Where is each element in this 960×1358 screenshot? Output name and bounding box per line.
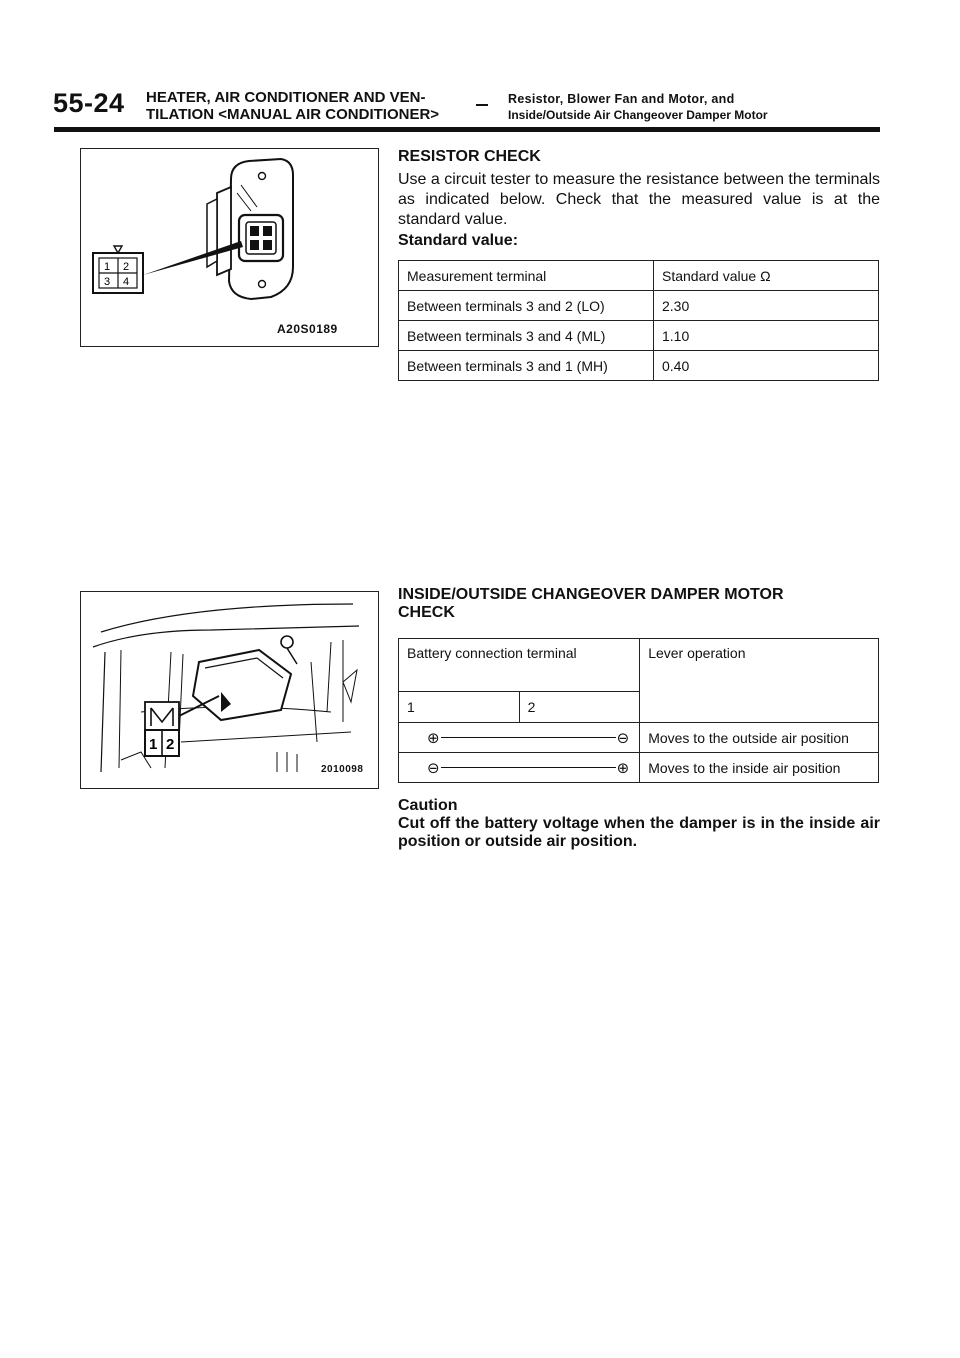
section-title-line2: TILATION <MANUAL AIR CONDITIONER> (146, 106, 440, 123)
resistor-check-body: Use a circuit tester to measure the resistance between the terminals as indicated below. Check that the measured value is at the standard value. (398, 171, 880, 228)
damper-motor-illustration (81, 592, 378, 788)
standard-value-label: Standard value: (398, 232, 519, 249)
caution-text: Cut off the battery voltage when the damper is in the inside air position or outside air position. (398, 815, 880, 850)
table-row (399, 753, 879, 783)
table-cell: 1.10 (654, 321, 879, 351)
table-header-row (399, 639, 879, 692)
damper-operation-table (398, 638, 879, 783)
connector-pin-1: 1 (104, 261, 111, 273)
header-terminal-1: 1 (399, 692, 520, 723)
polarity-cell (399, 753, 640, 783)
table-cell: Moves to the inside air position (640, 753, 879, 783)
table-cell: 0.40 (654, 351, 879, 381)
header-separator (476, 104, 488, 106)
resistor-spec-table (398, 260, 879, 381)
connector-pin-3: 3 (104, 276, 111, 288)
connector-pin-2: 2 (166, 736, 175, 753)
connector-pin-1: 1 (149, 736, 158, 753)
terminal-2-polarity: ⊕ (616, 758, 630, 777)
header-measurement-terminal: Measurement terminal (399, 261, 654, 291)
damper-check-heading-line1: INSIDE/OUTSIDE CHANGEOVER DAMPER MOTOR (398, 586, 784, 603)
header-battery-connection: Battery connection terminal (399, 639, 640, 692)
table-row (399, 291, 879, 321)
topic-line2: Inside/Outside Air Changeover Damper Motor (508, 108, 768, 122)
polarity-connector-line (441, 737, 616, 738)
resistor-figure (80, 148, 379, 347)
terminal-2-polarity: ⊖ (616, 728, 630, 747)
figure-code: 2010098 (321, 764, 364, 775)
header-standard-value: Standard value Ω (654, 261, 879, 291)
terminal-1-polarity: ⊖ (427, 758, 440, 777)
header-terminal-2: 2 (519, 692, 640, 723)
caution-title: Caution (398, 797, 458, 814)
table-row (399, 321, 879, 351)
header-lever-operation: Lever operation (640, 639, 879, 723)
header-rule (54, 127, 880, 132)
topic-line1: Resistor, Blower Fan and Motor, and (508, 92, 735, 106)
table-cell: 2.30 (654, 291, 879, 321)
table-row (399, 351, 879, 381)
terminal-1-polarity: ⊕ (427, 728, 440, 747)
table-cell: Between terminals 3 and 1 (MH) (399, 351, 654, 381)
connector-pin-4: 4 (123, 276, 130, 288)
resistor-check-heading: RESISTOR CHECK (398, 148, 541, 165)
figure-code: A20S0189 (277, 322, 338, 336)
polarity-connector-line (441, 767, 616, 768)
polarity-cell (399, 723, 640, 753)
table-cell: Between terminals 3 and 4 (ML) (399, 321, 654, 351)
table-row (399, 723, 879, 753)
section-title-line1: HEATER, AIR CONDITIONER AND VEN- (146, 89, 426, 106)
table-header-row (399, 261, 879, 291)
table-cell: Moves to the outside air position (640, 723, 879, 753)
connector-pin-2: 2 (123, 261, 130, 273)
resistor-illustration (81, 149, 378, 346)
damper-check-heading-line2: CHECK (398, 604, 455, 621)
table-cell: Between terminals 3 and 2 (LO) (399, 291, 654, 321)
damper-motor-figure (80, 591, 379, 789)
page-number: 55-24 (53, 88, 125, 118)
